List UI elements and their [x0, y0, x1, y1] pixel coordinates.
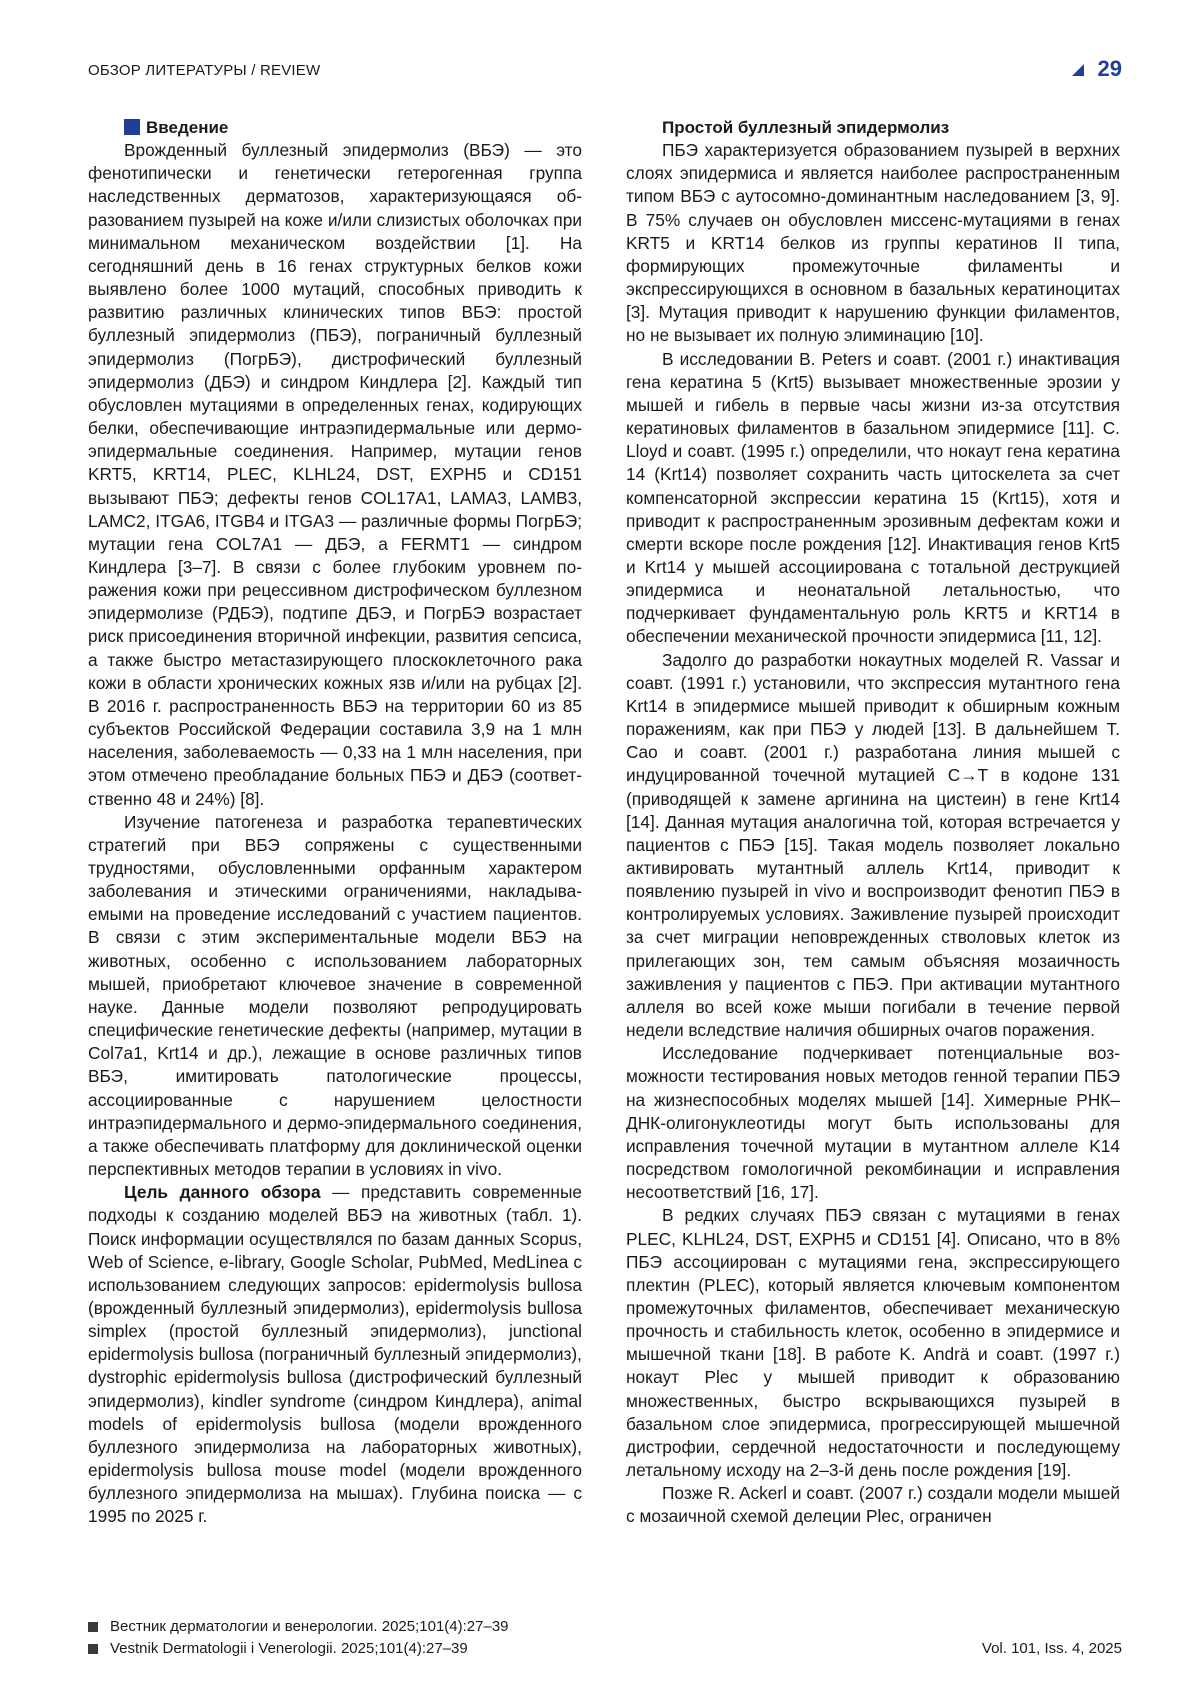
introduction-heading-text: Введение — [146, 118, 229, 137]
ebs-heading: Простой буллезный эпидермолиз — [662, 118, 950, 137]
ebs-paragraph-1: ПБЭ характеризуется образованием пузырей в верхних слоях эпидермиса и является наиболее распространенным типом ВБЭ с аутосомно-доминантным наследованием [3, 9]. В 75% случаев он обусловлен миссенс-мутациями в генах KRT5 и KRT14 белков из группы кератинов II типа, формирующих промежуточные филаменты и экспрессирующихся в основном в базальных кератиноцитах [3]. Мутация приводит к нарушению функции филаментов, но не вызывает их полную элиминацию [10]. — [626, 140, 1120, 346]
page-header — [88, 58, 1128, 94]
left-column — [88, 116, 582, 1529]
footer-bullet-icon — [88, 1644, 98, 1654]
review-aim-text: — представить современные подходы к созданию моделей ВБЭ на животных (табл. 1). Поиск информации осуществлялся по базам данных Scopus, Web of Science, e-library, Google Scholar, PubMed, MedLinea с использованием следующих запросов: epidermolysis bullosa (врожденный буллезный эпидермолиз), epidermolysis bullosa simplex (простой буллезный эпидермолиз), junctional epidermolysis bullosa (пограничный буллезный эпидермолиз), dystrophic epidermolysis bullosa (дистрофический буллезный эпидермолиз), kindler syndrome (синдром Киндлера), animal models of epidermolysis bullosa (модели врожденного буллезного эпидермолиза на лабораторных животных), epidermolysis bullosa mouse model (модели врожденного буллезного эпидермолиза на мышах). Глубина поиска — с 1995 по 2025 г. — [88, 1182, 583, 1527]
footer-citation-en-text: Vestnik Dermatologii i Venerologii. 2025;101(4):27–39 — [110, 1640, 468, 1657]
ebs-paragraph-5: В редких случаях ПБЭ связан с мутациями в генах PLEC, KLHL24, DST, EXPH5 и CD151 [4]. Описано, что в 8% ПБЭ ассоциирован с мутациями гена, экспрессирующего плектин (PLEC), который является ключевым компонентом промежуточных филаментов, обеспечивает механическую прочность и стабильность клеток, особенно в эпидермисе и мышечной ткани [18]. В работе K. Andrä и соавт. (1997 г.) нокаут Plec у мышей приводит к образованию множественных, быстро вскрывающихся пузырей в базальном слое эпидермиса, прогрессирующей мышечной дистрофии, сердечной недостаточности и последующему летальному исходу на 2–3-й день после рождения [19]. — [626, 1205, 1120, 1481]
review-aim-label: Цель данного обзора — [124, 1182, 321, 1203]
ebs-paragraph-4: Исследование подчеркивает потенциальные возможности тестирования новых методов генной терапии ПБЭ на жизнеспособных моделях мышей [14]. Химерные РНК–ДНК-олигонуклеотиды могут быть использованы для исправления точечной мутации в мутантном аллеле K14 посредством гомологичной рекомбинации и исправления несоответствий [16, 17]. — [626, 1043, 1120, 1203]
intro-paragraph-3 — [88, 1181, 582, 1528]
heading-square-icon — [124, 119, 140, 135]
right-column — [626, 116, 1120, 1529]
ebs-paragraph-3: Задолго до разработки нокаутных моделей R. Vassar и соавт. (1991 г.) установили, что экспрессия мутантного гена Krt14 в эпидермисе мышей приводит к обширным кожным поражениям, как при ПБЭ у людей [13]. В дальнейшем T. Cao и соавт. (2001 г.) разработана линия мышей с индуцированной точечной мутацией C→T в кодоне 131 (приводящей к замене аргинина на цистеин) в гене Krt14 [14]. Данная мутация аналогична той, которая встречается у пациентов с ПБЭ [15]. Такая модель позволяет локально активировать мутантный аллель Krt14, приводит к появлению пузырей in vivo и воспроизводит фенотип ПБЭ в контролируемых условиях. Заживление пузырей происходит за счет миграции неповрежденных стволовых клеток из прилегающих зон, тем самым объясняя мозаичность заживления у пациентов с ПБЭ. При активации мутантного аллеля во всей коже мыши погибали в течение первой недели вследствие наличия обширных очагов поражения. — [626, 649, 1120, 1041]
footer-citation-en — [88, 1638, 1128, 1660]
footer-bullet-icon — [88, 1622, 98, 1632]
footer-volume: Vol. 101, Iss. 4, 2025 — [981, 1640, 1122, 1657]
section-label: ОБЗОР ЛИТЕРАТУРЫ / REVIEW — [88, 62, 321, 79]
intro-paragraph-1: Врожденный буллезный эпидермолиз (ВБЭ) — это фенотипически и генетически гетерогенная группа наследственных дерматозов, характеризующаяся образованием пузырей на коже и/или слизистых оболочках при минимальном механическом воздействии [1]. На сегодняшний день в 16 генах структурных белков кожи выявлено более 1000 мутаций, способных приводить к развитию различных клинических типов ВБЭ: простой буллезный эпидермолиз (ПБЭ), пограничный буллезный эпидермолиз (ПогрБЭ), дистрофический буллезный эпидермолиз (ДБЭ) и синдром Киндлера [2]. Каждый тип обусловлен мутациями в определенных генах, кодирующих белки, обеспечивающие интраэпидермальные или дермо-эпидермальные соединения. Например, мутации генов KRT5, KRT14, PLEC, KLHL24, DST, EXPH5 и CD151 вызывают ПБЭ; дефекты генов COL17A1, LAMA3, LAMB3, LAMC2, ITGA6, ITGB4 и ITGA3 — различные формы ПогрБЭ; мутации гена COL7A1 — ДБЭ, а FERMT1 — синдром Киндлера [3–7]. В связи с более глубоким уровнем поражения кожи при рецессивном дистрофическом буллезном эпидермолизе (РДБЭ), подтипе ДБЭ, и ПогрБЭ возрастает риск присоединения вторичной инфекции, развития сепсиса, а также быстро метастазирующего плоскоклеточного рака кожи в области хронических кожных язв и/или на рубцах [2]. В 2016 г. распространенность ВБЭ на территории 60 из 85 субъектов Российской Федерации составила 3,9 на 1 млн населения, заболеваемость — 0,33 на 1 млн населения, при этом отмечено преобладание больных ПБЭ и ДБЭ (соответственно 48 и 24%) [8]. — [88, 140, 582, 809]
page-number: 29 — [1097, 56, 1122, 81]
introduction-heading — [88, 116, 582, 139]
footer-citation-ru-text: Вестник дерматологии и венерологии. 2025;101(4):27–39 — [110, 1618, 509, 1635]
footer-citation-ru — [88, 1616, 1128, 1638]
ebs-paragraph-2: В исследовании B. Peters и соавт. (2001 г.) инактивация гена кератина 5 (Krt5) вызывает множественные эрозии у мышей и гибель в первые часы жизни из-за отсутствия кератиновых филаментов в базальном эпидермисе [11]. C. Lloyd и соавт. (1995 г.) определили, что нокаут гена кератина 14 (Krt14) позволяет сохранить часть цитоскелета за счет компенсаторной экспрессии кератина 15 (Krt15), хотя и приводит к распространенным эрозивным дефектам кожи и смерти вскоре после рождения [12]. Инактивация генов Krt5 и Krt14 у мышей ассоциирована с тотальной деструкцией эпидермиса и неонатальной летальностью, что подчеркивает фундаментальную роль KRT5 и KRT14 в обеспечении механической прочности эпидермиса [11, 12]. — [626, 348, 1120, 647]
ebs-paragraph-6: Позже R. Ackerl и соавт. (2007 г.) создали модели мышей с мозаичной схемой делеции Plec, ограничен — [626, 1483, 1120, 1527]
intro-paragraph-2: Изучение патогенеза и разработка терапевтических стратегий при ВБЭ сопряжены с существенными трудностями, обусловленными орфанным характером заболевания и этическими ограничениями, накладываемыми на проведение исследований с участием пациентов. В связи с этим экспериментальные модели ВБЭ на животных, особенно с использованием лабораторных мышей, приобретают ключевое значение в современной науке. Данные модели позволяют репродуцировать специфические генетические дефекты (например, мутации в Col7a1, Krt14 и др.), лежащие в основе различных типов ВБЭ, имитировать патологические процессы, ассоциированные с нарушением целостности интраэпидермального и дермо-эпидермального соединения, а также обеспечивать платформу для доклинической оценки перспективных методов терапии в условиях in vivo. — [88, 811, 582, 1180]
page-footer — [88, 1616, 1128, 1660]
page-marker-triangle-icon — [1072, 64, 1084, 76]
